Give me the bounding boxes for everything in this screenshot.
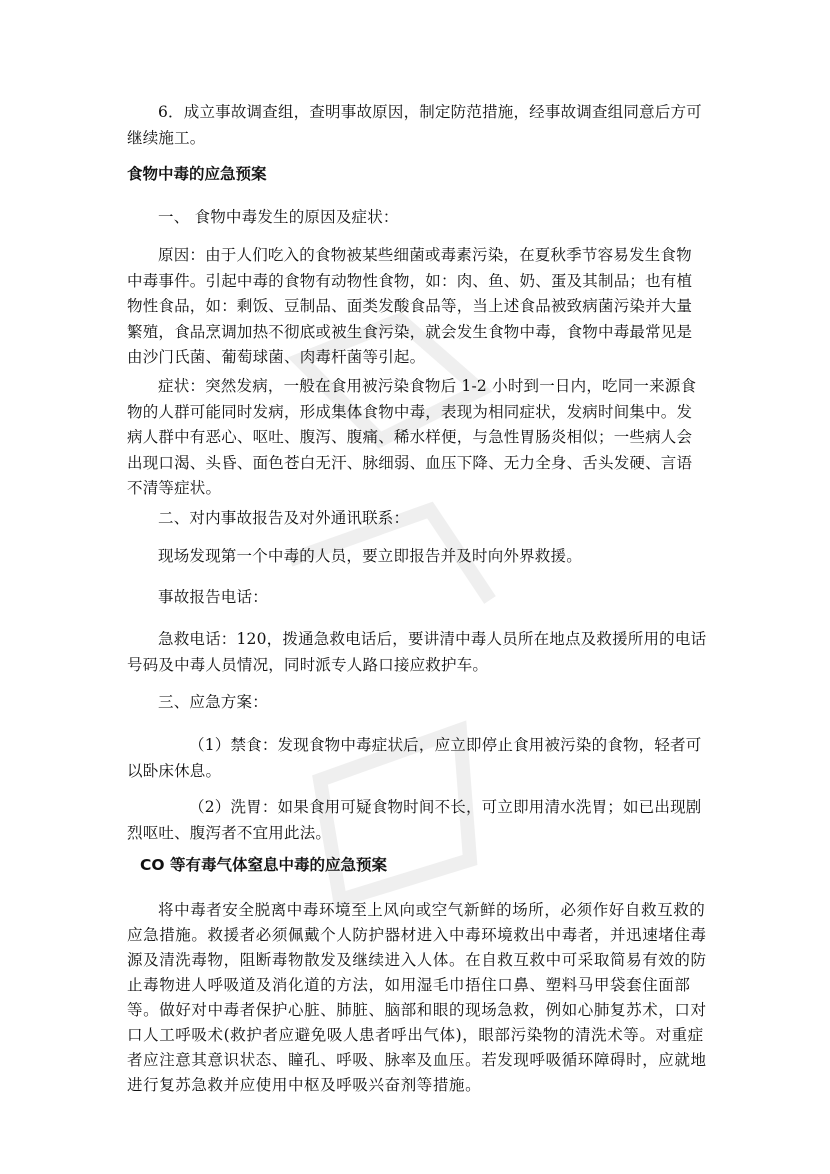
paragraph-report-phone: 事故报告电话： [158, 588, 268, 606]
paragraph-cause: 原因：由于人们吃入的食物被某些细菌或毒素污染，在夏秋季节容易发生食物中毒事件。引起中毒的食物有动物性食物，如：肉、鱼、奶、蛋及其制品；也有植物性食品，如：剩饭、豆制品、面类发酸食品等，当上述食品被致病菌污染并大量繁殖，食品烹调加热不彻底或被生食污染，就会发生食物中毒，食物中毒最常见是由沙门氏菌、葡萄球菌、肉毒杆菌等引起。 [127, 246, 693, 366]
paragraph-report-first: 现场发现第一个中毒的人员，要立即报告并及时向外界救援。 [158, 547, 582, 565]
section-title-plan: 三、应急方案： [158, 693, 268, 711]
paragraph-emergency-phone: 急救电话：120，拨通急救电话后，要讲清中毒人员所在地点及救援所用的电话号码及中毒人员情况，同时派专人路口接应救护车。 [127, 630, 707, 674]
paragraph-co-emergency: 将中毒者安全脱离中毒环境至上风向或空气新鲜的场所，必须作好自救互救的应急措施。救援者必须佩戴个人防护器材进入中毒环境救出中毒者，并迅速堵住毒源及清洗毒物，阻断毒物散发及继续进入人体。在自救互救中可采取简易有效的防止毒物进人呼吸道及消化道的方法，如用湿毛巾捂住口鼻、塑料马甲袋套住面部等。做好对中毒者保护心脏、肺脏、脑部和眼的现场急救，例如心肺复苏术，口对口人工呼吸术(救护者应避免吸人患者呼出气体)，眼部污染物的清洗术等。对重症者应注意其意识状态、瞳孔、呼吸、脉率及血压。若发现呼吸循环障碍时，应就地进行复苏急救并应使用中枢及呼吸兴奋剂等措施。 [127, 901, 707, 1094]
section-title-report: 二、对内事故报告及对外通讯联系： [158, 509, 410, 527]
heading-co-poisoning: CO 等有毒气体窒息中毒的应急预案 [140, 856, 387, 874]
paragraph-symptom: 症状：突然发病，一般在食用被污染食物后 1-2 小时到一日内，吃同一来源食物的人群可能同时发病，形成集体食物中毒，表现为相同症状，发病时间集中。发病人群中有恶心、呕吐、腹泻、腹痛、稀水样便，与急性胃肠炎相似；一些病人会出现口渴、头昏、面色苍白无汗、脉细弱、血压下降、无力全身、舌头发硬、言语不清等症状。 [127, 377, 697, 497]
section-title-causes: 一、 食物中毒发生的原因及症状： [158, 208, 399, 226]
heading-food-poisoning: 食物中毒的应急预案 [127, 165, 267, 183]
paragraph-investigation: 6．成立事故调查组，查明事故原因，制定防范措施，经事故调查组同意后方可继续施工。 [127, 103, 702, 147]
paragraph-plan-fasting: （1）禁食：发现食物中毒症状后，应立即停止食用被污染的食物，轻者可以卧床休息。 [127, 736, 702, 780]
paragraph-plan-gastric-lavage: （2）洗胃：如果食用可疑食物时间不长，可立即用清水洗胃；如已出现剧烈呕吐、腹泻者不宜用此法。 [127, 798, 702, 842]
